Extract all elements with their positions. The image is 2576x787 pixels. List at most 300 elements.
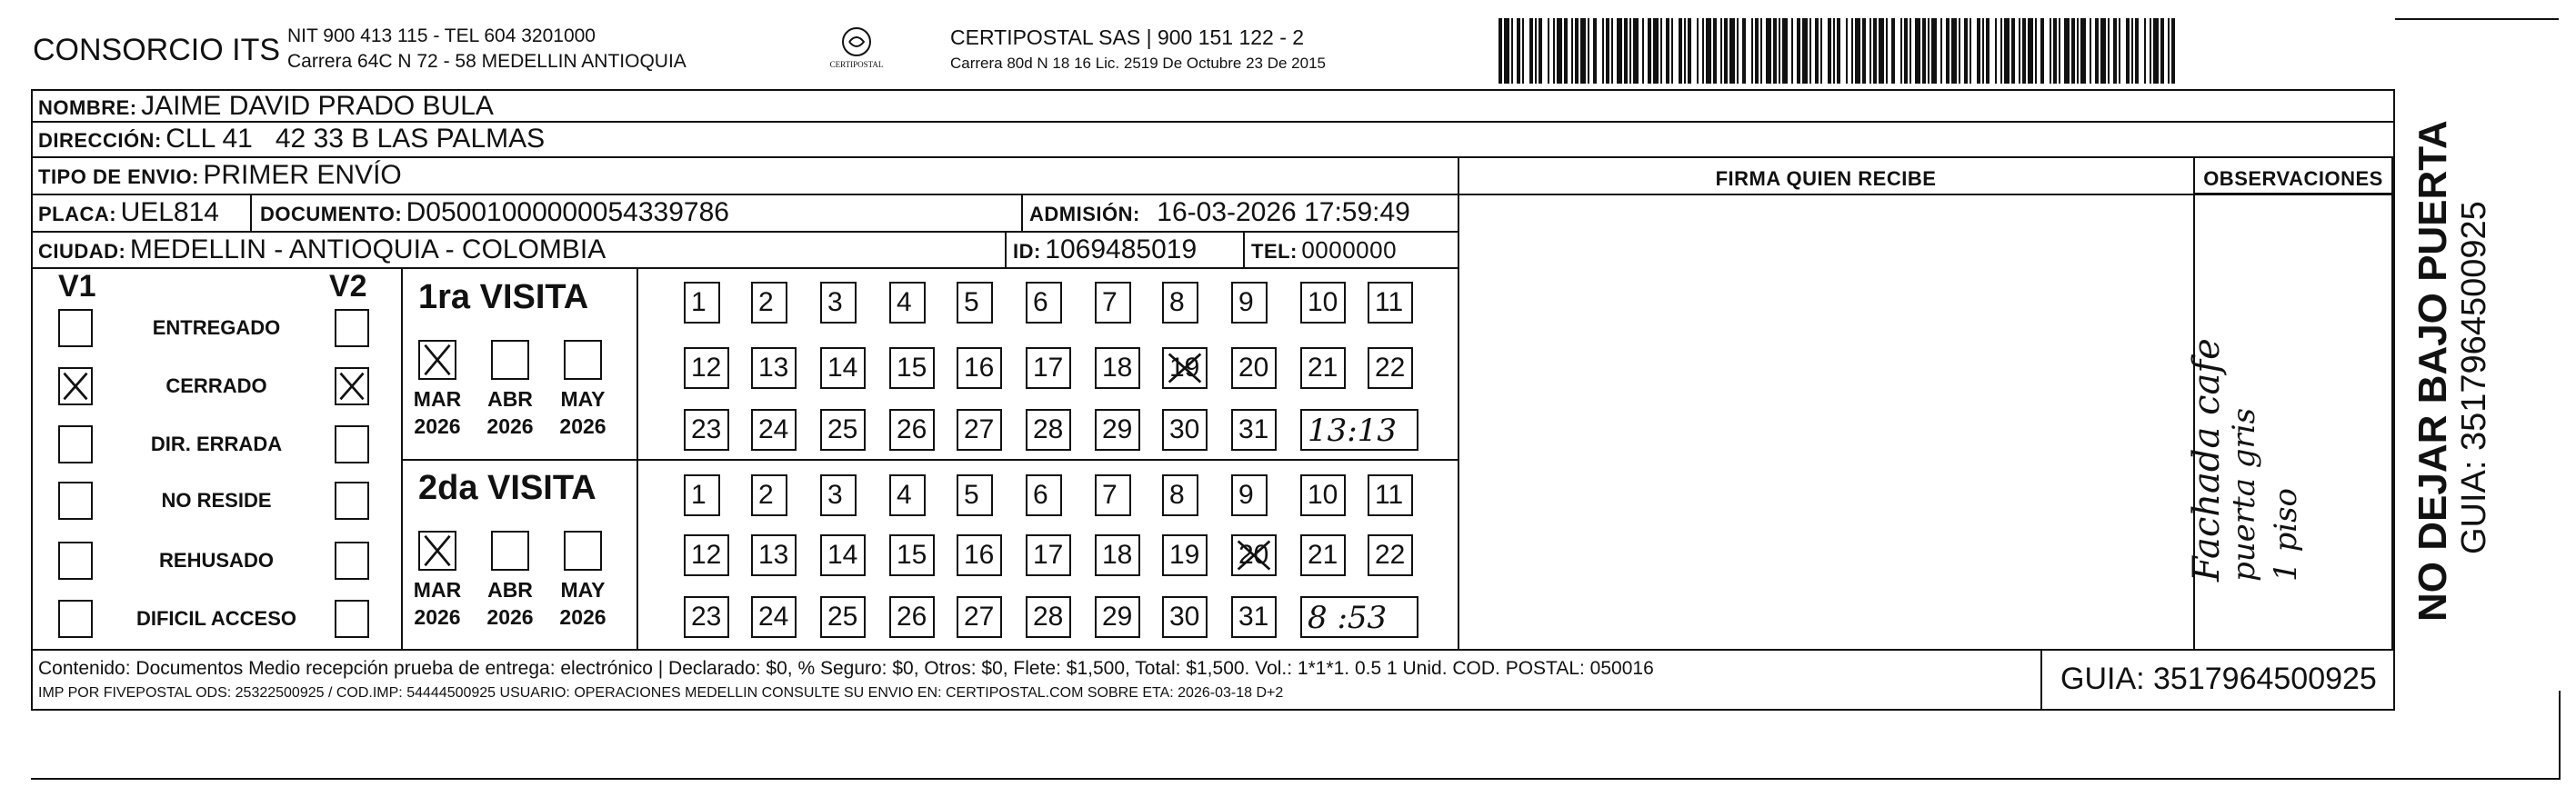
barcode-bar — [1815, 18, 1819, 84]
day-box[interactable] — [1162, 409, 1208, 451]
v2-checkbox[interactable] — [335, 425, 369, 463]
day-box[interactable] — [751, 347, 797, 389]
barcode-bar — [2080, 18, 2086, 84]
day-box[interactable] — [1026, 534, 1071, 576]
barcode-bar — [2113, 18, 2117, 84]
barcode-bar — [1713, 18, 1717, 84]
day-number: 8 — [1169, 287, 1185, 317]
id-label: ID: — [1013, 240, 1041, 263]
day-box[interactable] — [1368, 534, 1413, 576]
barcode-bar — [2168, 18, 2170, 84]
company-address: Carrera 64C N 72 - 58 MEDELLIN ANTIOQUIA — [287, 51, 687, 72]
day-number: 4 — [897, 287, 912, 317]
day-number: 14 — [827, 353, 858, 383]
barcode-bar — [1928, 18, 1929, 84]
barcode-bar — [1629, 18, 1631, 84]
day-box[interactable] — [684, 534, 729, 576]
barcode-bar — [1982, 18, 1984, 84]
barcode-bar — [1922, 18, 1926, 84]
ciudad-label: CIUDAD: — [38, 240, 126, 263]
tipo-row — [38, 160, 402, 191]
day-box[interactable] — [1095, 596, 1140, 638]
day-box[interactable] — [1231, 347, 1277, 389]
barcode-bar — [2160, 18, 2164, 84]
barcode-bar — [1706, 18, 1711, 84]
month-label: ABR — [487, 387, 533, 411]
barcode-bar — [1539, 18, 1542, 84]
direccion-value: CLL 41 42 33 B LAS PALMAS — [165, 124, 546, 154]
barcode-bar — [1724, 18, 1728, 84]
year-label: 2026 — [559, 414, 606, 438]
barcode-bar — [2022, 18, 2026, 84]
day-number: 3 — [827, 480, 843, 510]
day-box[interactable] — [1026, 474, 1062, 516]
day-number: 27 — [964, 414, 995, 444]
admision-label: ADMISIÓN: — [1029, 203, 1140, 225]
day-number: 12 — [691, 540, 722, 570]
barcode-bar — [1737, 18, 1739, 84]
barcode-bar — [2035, 18, 2037, 84]
barcode-bar — [2011, 18, 2015, 84]
barcode-bar — [2000, 18, 2002, 84]
id-value: 1069485019 — [1045, 234, 1198, 264]
barcode-bar — [1702, 18, 1704, 84]
barcode-bar — [1535, 18, 1537, 84]
barcode-bar — [2050, 18, 2051, 84]
day-number: 25 — [827, 414, 858, 444]
day-number: 1 — [691, 480, 707, 510]
day-number: 18 — [1102, 540, 1133, 570]
barcode-bar — [2119, 18, 2120, 84]
barcode-bar — [1624, 18, 1628, 84]
barcode-bar — [1606, 18, 1609, 84]
day-box[interactable] — [957, 347, 1002, 389]
day-box[interactable] — [751, 596, 797, 638]
certipostal-logo — [829, 24, 884, 75]
day-number: 5 — [964, 480, 979, 510]
day-box[interactable] — [820, 347, 866, 389]
barcode-bar — [2153, 18, 2159, 84]
barcode-bar — [1862, 18, 1866, 84]
barcode-bar — [1648, 18, 1651, 84]
v2-checkbox[interactable] — [335, 600, 369, 638]
barcode-bar — [1548, 18, 1549, 84]
barcode-bar — [1802, 18, 1808, 84]
certipostal-info: CERTIPOSTAL SAS | 900 151 122 - 2 — [950, 25, 1305, 49]
month-checkbox[interactable] — [491, 340, 529, 380]
day-box[interactable] — [1162, 474, 1198, 516]
day-box[interactable] — [684, 409, 729, 451]
barcode-bar — [1720, 18, 1722, 84]
barcode-bar — [2071, 18, 2075, 84]
barcode-bar — [1517, 18, 1520, 84]
day-box[interactable] — [1095, 282, 1131, 324]
barcode-bar — [2171, 18, 2175, 84]
barcode-bar — [1633, 18, 1639, 84]
barcode-bar — [1879, 18, 1884, 84]
barcode-bar — [1931, 18, 1937, 84]
barcode-bar — [1946, 18, 1950, 84]
nit-tel: NIT 900 413 115 - TEL 604 3201000 — [287, 25, 596, 46]
day-box[interactable] — [820, 282, 857, 324]
day-box[interactable] — [1300, 534, 1346, 576]
barcode-bar — [1970, 18, 1971, 84]
barcode-bar — [1909, 18, 1911, 84]
day-number: 26 — [897, 414, 927, 444]
barcode-bar — [1782, 18, 1788, 84]
barcode-bar — [1553, 18, 1555, 84]
tipo-label: TIPO DE ENVIO: — [38, 165, 199, 188]
barcode-bar — [2150, 18, 2151, 84]
admision-value: 16-03-2026 17:59:49 — [1157, 197, 1410, 227]
month-label: MAY — [560, 387, 606, 411]
day-x-mark — [1164, 349, 1206, 387]
barcode-bar — [2090, 18, 2091, 84]
visit-time-box[interactable]: 8 :53 — [1300, 596, 1418, 638]
barcode-bar — [1797, 18, 1800, 84]
day-box[interactable] — [1300, 474, 1346, 516]
barcode-bar — [1809, 18, 1811, 84]
day-number: 16 — [964, 353, 995, 383]
documento-row — [260, 197, 729, 228]
day-number: 29 — [1102, 602, 1133, 632]
barcode-bar — [1679, 18, 1682, 84]
placa-value: UEL814 — [120, 197, 219, 227]
day-number: 27 — [964, 602, 995, 632]
footer-content: Contenido: Documentos Medio recepción prueba de entrega: electrónico | Declarado: $0, % Seguro: $0, Otros: $0, Flete: $1,500, Total: $1,500. Vol.: 1*1*1. 0.5 1 Unid. COD. POSTAL: 050016 — [38, 658, 1654, 679]
day-box[interactable] — [684, 596, 729, 638]
day-number: 26 — [897, 602, 927, 632]
day-number: 24 — [758, 602, 789, 632]
day-box[interactable] — [684, 474, 720, 516]
barcode-bar — [1593, 18, 1597, 84]
barcode-bar — [1575, 18, 1579, 84]
day-box[interactable] — [1095, 534, 1140, 576]
v2-checkbox[interactable] — [335, 542, 369, 580]
barcode-bar — [2108, 18, 2110, 84]
day-number: 20 — [1238, 353, 1269, 383]
day-box[interactable] — [1300, 347, 1346, 389]
barcode-bar — [1846, 18, 1848, 84]
day-box[interactable] — [1300, 282, 1346, 324]
v1-checkbox[interactable] — [58, 542, 93, 580]
day-number: 28 — [1033, 602, 1064, 632]
tipo-value: PRIMER ENVÍO — [203, 160, 402, 190]
day-number: 1 — [691, 287, 707, 317]
barcode-bar — [1766, 18, 1771, 84]
barcode-bar — [2004, 18, 2010, 84]
barcode-bar — [2135, 18, 2139, 84]
barcode-bar — [2131, 18, 2133, 84]
day-number: 12 — [691, 353, 722, 383]
day-box[interactable] — [1026, 596, 1071, 638]
barcode-bar — [2028, 18, 2033, 84]
day-box[interactable] — [1095, 474, 1131, 516]
day-number: 4 — [897, 480, 912, 510]
day-box[interactable] — [889, 282, 926, 324]
day-box[interactable] — [889, 474, 926, 516]
barcode-bar — [1580, 18, 1586, 84]
day-box[interactable] — [751, 282, 787, 324]
barcode-bar — [1995, 18, 1997, 84]
month-label: MAR — [413, 387, 462, 411]
day-number: 30 — [1169, 414, 1200, 444]
day-box[interactable] — [1368, 474, 1413, 516]
v1-checkbox[interactable] — [58, 367, 93, 405]
year-label: 2026 — [486, 605, 534, 629]
barcode-bar — [1602, 18, 1604, 84]
barcode-bar — [2019, 18, 2020, 84]
status-label: REHUSADO — [159, 549, 274, 572]
v2-checkbox[interactable] — [335, 309, 369, 347]
day-number: 14 — [827, 540, 858, 570]
day-box[interactable] — [1026, 282, 1062, 324]
day-box[interactable] — [889, 347, 935, 389]
day-number: 3 — [827, 287, 843, 317]
day-box[interactable] — [751, 409, 797, 451]
second-visit-title: 2da VISITA — [418, 469, 596, 507]
status-label: DIR. ERRADA — [150, 433, 283, 455]
barcode-bar — [1666, 18, 1669, 84]
barcode-bar — [1755, 18, 1759, 84]
barcode-bar — [1571, 18, 1573, 84]
day-x-mark — [1233, 536, 1275, 574]
barcode-bar — [1855, 18, 1860, 84]
barcode-bar — [1828, 18, 1831, 84]
tel-row — [1251, 236, 1397, 264]
day-number: 25 — [827, 602, 858, 632]
day-box[interactable] — [820, 596, 866, 638]
barcode-bar — [1886, 18, 1888, 84]
barcode-bar — [1498, 18, 1502, 84]
day-box[interactable] — [684, 282, 720, 324]
day-box[interactable] — [1162, 282, 1198, 324]
barcode-bar — [2126, 18, 2130, 84]
v1-checkbox[interactable] — [58, 600, 93, 638]
barcode-bar — [2095, 18, 2099, 84]
day-number: 28 — [1033, 414, 1064, 444]
observaciones-note-2: puerta gris — [2226, 407, 2262, 582]
v1-label: V1 — [58, 269, 96, 304]
barcode-bar — [1900, 18, 1902, 84]
day-box[interactable] — [1231, 596, 1277, 638]
day-box[interactable] — [1026, 347, 1071, 389]
barcode-bar — [1642, 18, 1644, 84]
barcode-bar — [1557, 18, 1562, 84]
day-box[interactable] — [684, 347, 729, 389]
barcode — [1498, 18, 2177, 84]
day-number: 6 — [1033, 480, 1048, 510]
year-label: 2026 — [559, 605, 606, 629]
day-number: 31 — [1238, 414, 1269, 444]
observaciones-note-3: 1 piso — [2268, 488, 2304, 582]
barcode-bar — [1684, 18, 1686, 84]
v1-checkbox[interactable] — [58, 482, 93, 520]
day-box[interactable] — [1095, 347, 1140, 389]
day-box[interactable] — [1231, 474, 1268, 516]
barcode-bar — [2064, 18, 2070, 84]
day-number: 24 — [758, 414, 789, 444]
day-number: 29 — [1102, 414, 1133, 444]
day-number: 6 — [1033, 287, 1048, 317]
tel-label: TEL: — [1251, 240, 1298, 263]
day-number: 17 — [1033, 353, 1064, 383]
barcode-bar — [1773, 18, 1777, 84]
guia-side: GUIA: 3517964500925 — [2455, 201, 2493, 554]
barcode-bar — [1611, 18, 1613, 84]
barcode-bar — [1837, 18, 1840, 84]
barcode-bar — [1904, 18, 1908, 84]
v2-checkbox[interactable] — [335, 367, 369, 405]
day-box[interactable] — [1095, 409, 1140, 451]
barcode-bar — [1891, 18, 1895, 84]
day-number: 11 — [1375, 287, 1404, 317]
company-name: CONSORCIO ITS — [33, 33, 281, 67]
barcode-bar — [1760, 18, 1762, 84]
day-number: 7 — [1102, 480, 1118, 510]
day-number: 17 — [1033, 540, 1064, 570]
day-box[interactable] — [1162, 347, 1208, 389]
day-box[interactable] — [1162, 534, 1208, 576]
day-box[interactable] — [889, 596, 935, 638]
day-number: 20 — [1238, 540, 1269, 570]
day-number: 16 — [964, 540, 995, 570]
status-label: DIFICIL ACCESO — [135, 607, 296, 630]
day-box[interactable] — [957, 282, 993, 324]
direccion-label: DIRECCIÓN: — [38, 129, 162, 152]
day-number: 22 — [1375, 353, 1406, 383]
barcode-bar — [2144, 18, 2146, 84]
barcode-bar — [2100, 18, 2106, 84]
id-row — [1013, 234, 1197, 265]
day-box[interactable] — [1162, 596, 1208, 638]
month-label: MAY — [560, 578, 606, 602]
barcode-bar — [1697, 18, 1699, 84]
status-label: NO RESIDE — [161, 489, 272, 512]
certipostal-logo-text: CERTIPOSTAL — [829, 60, 884, 69]
v2-checkbox[interactable] — [335, 482, 369, 520]
nombre-label: NOMBRE: — [38, 96, 137, 119]
month-checkbox[interactable] — [564, 340, 602, 380]
day-number: 2 — [758, 287, 774, 317]
day-number: 13 — [758, 540, 789, 570]
nombre-value: JAIME DAVID PRADO BULA — [141, 91, 494, 121]
barcode-bar — [1617, 18, 1622, 84]
barcode-bar — [1873, 18, 1877, 84]
visit-time-box[interactable]: 13:13 — [1300, 409, 1418, 451]
observaciones-label: OBSERVACIONES — [2203, 167, 2383, 190]
barcode-bar — [1529, 18, 1533, 84]
day-box[interactable] — [820, 409, 866, 451]
barcode-bar — [1511, 18, 1513, 84]
barcode-bar — [2053, 18, 2057, 84]
placa-label: PLACA: — [38, 203, 117, 225]
day-number: 31 — [1238, 602, 1269, 632]
day-number: 19 — [1169, 540, 1200, 570]
status-label: ENTREGADO — [152, 316, 281, 339]
day-number: 21 — [1308, 540, 1338, 570]
day-box[interactable] — [1026, 409, 1071, 451]
day-box[interactable] — [820, 474, 857, 516]
documento-label: DOCUMENTO: — [260, 203, 403, 225]
day-number: 5 — [964, 287, 979, 317]
day-number: 7 — [1102, 287, 1118, 317]
barcode-bar — [1940, 18, 1942, 84]
day-number: 9 — [1238, 287, 1254, 317]
barcode-bar — [1915, 18, 1920, 84]
day-box[interactable] — [1368, 282, 1413, 324]
ciudad-row — [38, 234, 606, 265]
month-checkbox[interactable] — [491, 531, 529, 571]
status-label: CERRADO — [165, 374, 267, 397]
month-checkbox[interactable] — [418, 531, 456, 571]
day-number: 9 — [1238, 480, 1254, 510]
barcode-bar — [1660, 18, 1662, 84]
day-number: 19 — [1169, 353, 1200, 383]
day-box[interactable] — [889, 534, 935, 576]
day-box[interactable] — [751, 534, 797, 576]
documento-value: D05001000000054339786 — [406, 197, 729, 227]
barcode-bar — [1986, 18, 1990, 84]
barcode-bar — [1742, 18, 1746, 84]
day-box[interactable] — [957, 409, 1002, 451]
year-label: 2026 — [414, 605, 461, 629]
first-visit-title: 1ra VISITA — [418, 278, 589, 316]
firma-label: FIRMA QUIEN RECIBE — [1715, 167, 1937, 190]
day-number: 10 — [1308, 480, 1338, 510]
day-box[interactable] — [889, 409, 935, 451]
day-number: 2 — [758, 480, 774, 510]
barcode-bar — [1869, 18, 1871, 84]
placa-row — [38, 197, 219, 228]
barcode-bar — [2040, 18, 2044, 84]
barcode-bar — [2059, 18, 2060, 84]
barcode-bar — [1959, 18, 1960, 84]
barcode-bar — [1779, 18, 1780, 84]
barcode-bar — [1851, 18, 1853, 84]
admision-row — [1029, 197, 1410, 228]
day-box[interactable] — [957, 474, 993, 516]
barcode-bar — [1653, 18, 1659, 84]
month-checkbox[interactable] — [418, 340, 456, 380]
month-checkbox[interactable] — [564, 531, 602, 571]
direccion-row — [38, 124, 545, 154]
day-number: 23 — [691, 414, 722, 444]
barcode-bar — [1688, 18, 1691, 84]
barcode-bar — [1751, 18, 1753, 84]
v1-checkbox[interactable] — [58, 425, 93, 463]
day-box[interactable] — [1231, 409, 1277, 451]
certipostal-address: Carrera 80d N 18 16 Lic. 2519 De Octubre 23 De 2015 — [950, 55, 1326, 72]
v1-checkbox[interactable] — [58, 309, 93, 347]
day-box[interactable] — [1231, 282, 1268, 324]
barcode-bar — [1951, 18, 1957, 84]
day-box[interactable] — [957, 596, 1002, 638]
day-box[interactable] — [751, 474, 787, 516]
day-box[interactable] — [1368, 347, 1413, 389]
day-number: 18 — [1102, 353, 1133, 383]
day-box[interactable] — [957, 534, 1002, 576]
day-number: 8 — [1169, 480, 1185, 510]
year-label: 2026 — [486, 414, 534, 438]
day-number: 11 — [1375, 480, 1404, 510]
day-box[interactable] — [1231, 534, 1277, 576]
barcode-bar — [1588, 18, 1589, 84]
day-box[interactable] — [820, 534, 866, 576]
barcode-bar — [2077, 18, 2079, 84]
nombre-row — [38, 91, 494, 122]
day-number: 15 — [897, 540, 927, 570]
